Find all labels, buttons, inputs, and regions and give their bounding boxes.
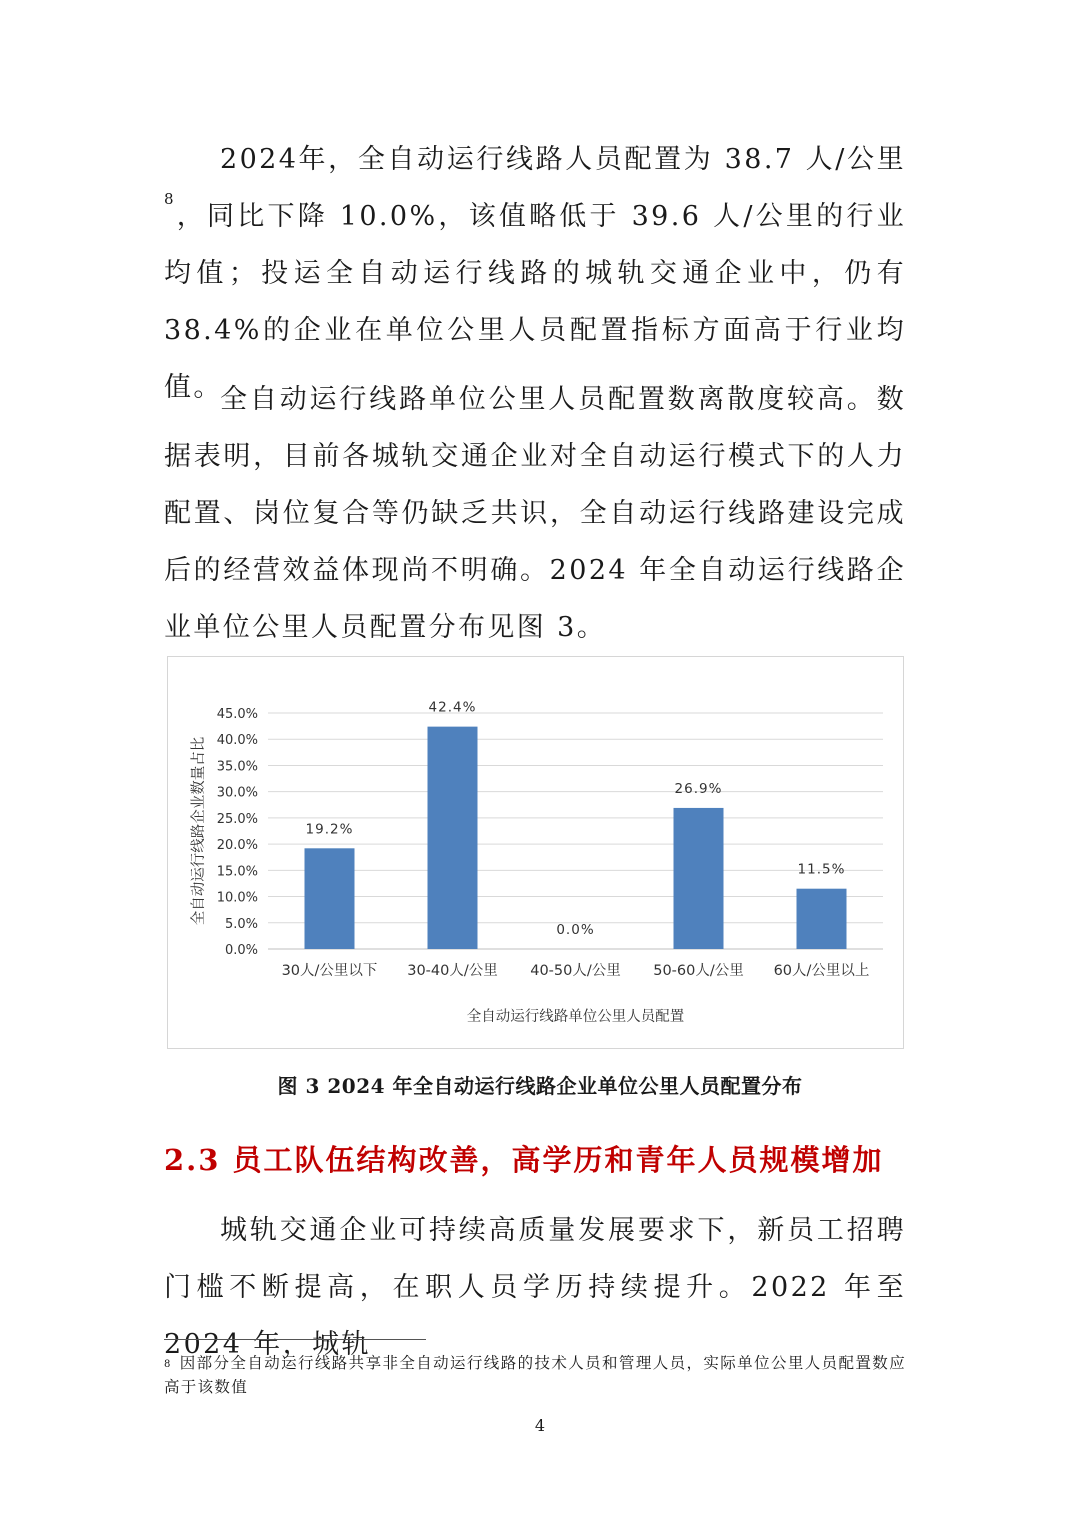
data-label: 19.2%: [305, 821, 354, 838]
paragraph-1-text-b: ，同比下降 10.0%，该值略低于 39.6 人/公里的行业均值；投运全自动运行线路的城轨交通企业中，仍有 38.4%的企业在单位公里人员配置指标方面高于行业均值。: [164, 201, 906, 403]
y-axis-title: 全自动运行线路企业数量占比: [191, 736, 207, 926]
bar: [428, 727, 478, 949]
y-tick-label: 10.0%: [216, 890, 258, 906]
y-tick-label: 5.0%: [224, 916, 258, 932]
data-label: 42.4%: [428, 699, 477, 716]
x-tick-label: 50-60人/公里: [653, 963, 744, 979]
paragraph-2: 全自动运行线路单位公里人员配置数离散度较高。数据表明，目前各城轨交通企业对全自动运行模式下的人力配置、岗位复合等仍缺乏共识，全自动运行线路建设完成后的经营效益体现尚不明确。2024 年全自动运行线路企业单位公里人员配置分布见图 3。: [164, 384, 906, 643]
section-heading: 2.3 员工队伍结构改善，高学历和青年人员规模增加: [164, 1143, 884, 1177]
y-tick-label: 30.0%: [216, 785, 258, 801]
figure-caption: 图 3 2024 年全自动运行线路企业单位公里人员配置分布: [277, 1074, 803, 1098]
y-tick-label: 0.0%: [224, 943, 258, 958]
x-tick-label: 30-40人/公里: [407, 963, 498, 979]
paragraph-3: 城轨交通企业可持续高质量发展要求下，新员工招聘门槛不断提高，在职人员学历持续提升。2022 年至 2024 年，城轨: [164, 1215, 906, 1360]
data-label: 26.9%: [674, 780, 723, 797]
y-tick-label: 15.0%: [216, 864, 258, 880]
footnote: [164, 1351, 906, 1399]
y-tick-label: 45.0%: [216, 707, 258, 722]
footnote-mark: 8: [164, 1359, 172, 1370]
x-tick-label: 30人/公里以下: [281, 963, 378, 979]
y-tick-label: 40.0%: [216, 733, 258, 749]
x-tick-label: 60人/公里以上: [773, 963, 870, 979]
data-label: 11.5%: [797, 861, 846, 878]
paragraph-1-text-a: 2024年，全自动运行线路人员配置为 38.7 人/公里: [220, 144, 906, 175]
bar: [305, 848, 355, 949]
bar: [797, 889, 847, 949]
page-number: 4: [534, 1416, 546, 1435]
y-tick-label: 20.0%: [216, 838, 258, 854]
footnote-text: 因部分全自动运行线路共享非全自动运行线路的技术人员和管理人员，实际单位公里人员配置数应高于该数值: [164, 1354, 906, 1396]
bar-chart-svg: [168, 657, 903, 1048]
y-tick-label: 25.0%: [216, 811, 258, 827]
figure-3-chart: [167, 656, 904, 1049]
footnote-reference[interactable]: 8: [164, 190, 176, 208]
x-axis-title: 全自动运行线路单位公里人员配置: [466, 1009, 685, 1025]
bar: [674, 808, 724, 949]
y-tick-label: 35.0%: [216, 759, 258, 775]
footnote-separator: [164, 1339, 426, 1340]
data-label: 0.0%: [556, 922, 595, 938]
x-tick-label: 40-50人/公里: [530, 963, 621, 979]
